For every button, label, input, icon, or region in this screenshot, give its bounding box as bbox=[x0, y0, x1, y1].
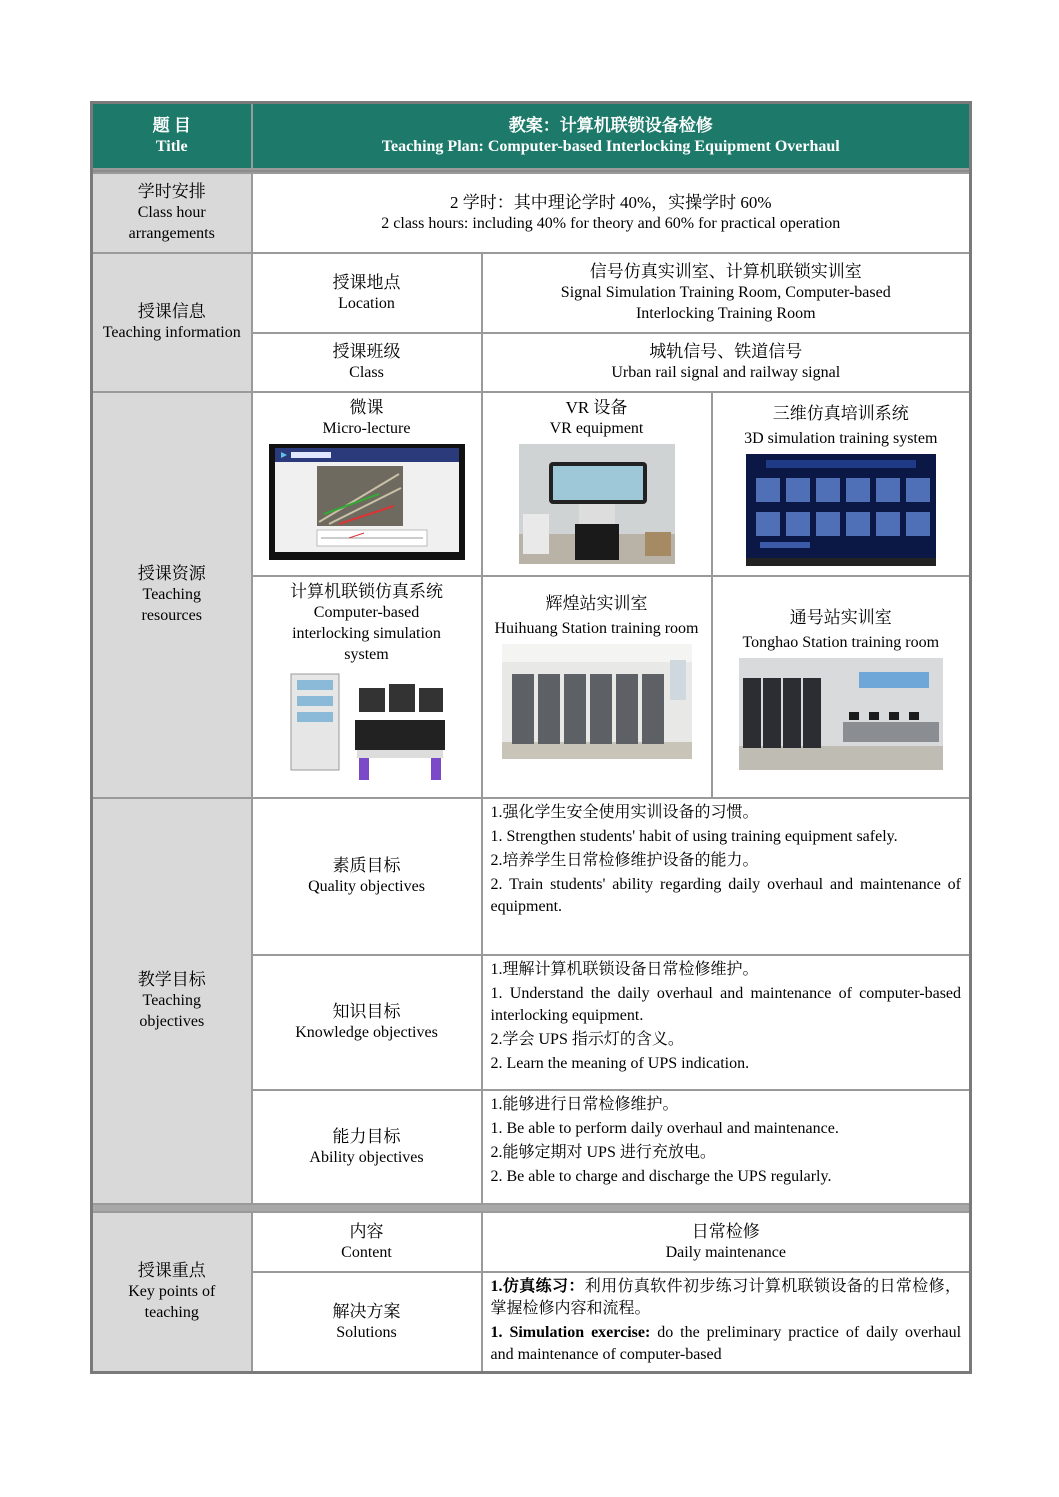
knowledge-line-2: 1. Understand the daily overhaul and maintenance of computer-based interlocking equipment. bbox=[490, 984, 962, 1024]
quality-line-3: 2.培养学生日常检修维护设备的能力。 bbox=[490, 851, 759, 869]
solutions-label-zh: 解决方案 bbox=[332, 1301, 401, 1321]
ability-line-4: 2. Be able to charge and discharge the UPS regularly. bbox=[490, 1167, 832, 1185]
resource-3d-simulation bbox=[712, 392, 971, 576]
ability-line-2: 1. Be able to perform daily overhaul and maintenance. bbox=[490, 1119, 839, 1137]
key-points-label-cell bbox=[92, 1212, 252, 1373]
tonghao-room-photo-icon bbox=[739, 658, 943, 770]
class-label-cell bbox=[252, 333, 482, 392]
quality-line-1: 1.强化学生安全使用实训设备的习惯。 bbox=[490, 803, 759, 821]
class-value-cell bbox=[482, 333, 971, 392]
content-label-en: Content bbox=[341, 1243, 392, 1261]
key-content-row bbox=[92, 1212, 971, 1272]
class-hours-label-zh: 学时安排 bbox=[137, 182, 206, 201]
knowledge-line-3: 2.学会 UPS 指示灯的含义。 bbox=[490, 1030, 684, 1048]
huihuang-room-photo-icon bbox=[502, 644, 692, 759]
ability-label-zh: 能力目标 bbox=[332, 1126, 401, 1146]
resource-label-en: Huihuang Station training room bbox=[494, 619, 699, 637]
location-label-zh: 授课地点 bbox=[332, 272, 401, 292]
knowledge-label-en: Knowledge objectives bbox=[295, 1024, 438, 1041]
solution-zh-heading: 1.仿真练习： bbox=[490, 1277, 585, 1295]
content-label-zh: 内容 bbox=[349, 1221, 384, 1241]
class-value-zh: 城轨信号、铁道信号 bbox=[649, 342, 803, 361]
location-row bbox=[92, 253, 971, 333]
ability-line-3: 2.能够定期对 UPS 进行充放电。 bbox=[490, 1143, 716, 1161]
resource-label-zh: 微课 bbox=[349, 397, 384, 417]
class-hours-label-en: Class hour arrangements bbox=[128, 204, 215, 242]
micro-lecture-screenshot-icon bbox=[269, 444, 465, 560]
title-label-en: Title bbox=[155, 137, 188, 155]
content-value-cell bbox=[482, 1212, 971, 1272]
solutions-label-cell bbox=[252, 1272, 482, 1373]
resource-label-en: Tonghao Station training room bbox=[742, 633, 940, 651]
content-label-cell bbox=[252, 1212, 482, 1272]
solutions-label-en: Solutions bbox=[336, 1323, 397, 1341]
resources-label-cell bbox=[92, 392, 252, 798]
resource-vr-equipment bbox=[482, 392, 712, 576]
knowledge-label-zh: 知识目标 bbox=[332, 1002, 401, 1021]
resource-interlocking-simulator bbox=[252, 576, 482, 798]
ability-label-en: Ability objectives bbox=[309, 1148, 424, 1166]
solution-en-heading: 1. Simulation exercise: bbox=[490, 1323, 651, 1341]
quality-label-zh: 素质目标 bbox=[332, 856, 401, 875]
plan-title-zh: 教案：计算机联锁设备检修 bbox=[508, 115, 713, 135]
resources-label-en: Teaching resources bbox=[141, 586, 202, 624]
resource-label-en: 3D simulation training system bbox=[744, 429, 938, 447]
solution-zh-text: 利用仿真软件初步练习计算机联锁设备的日常检修，掌握检修内容和流程。 bbox=[490, 1277, 961, 1317]
title-row bbox=[92, 103, 971, 169]
content-value-zh: 日常检修 bbox=[691, 1221, 760, 1241]
quality-line-4: 2. Train students' ability regarding daily overhaul and maintenance of equipment. bbox=[490, 875, 962, 915]
objectives-label-cell bbox=[92, 798, 252, 1204]
resource-tonghao-room bbox=[712, 576, 971, 798]
teaching-info-label-en: Teaching information bbox=[102, 324, 241, 341]
resource-label-zh: 通号站实训室 bbox=[789, 607, 892, 627]
class-label-en: Class bbox=[349, 364, 384, 381]
teaching-info-label-cell bbox=[92, 253, 252, 392]
solution-en bbox=[491, 1322, 962, 1366]
quality-label-cell bbox=[252, 798, 482, 955]
resource-label-en: Computer-based interlocking simulation system bbox=[292, 603, 441, 663]
title-label-cell bbox=[92, 103, 252, 169]
class-hours-row bbox=[92, 173, 971, 253]
objectives-label-zh: 教学目标 bbox=[137, 970, 206, 989]
class-label-zh: 授课班级 bbox=[332, 342, 401, 361]
plan-title-en: Teaching Plan: Computer-based Interlocking Equipment Overhaul bbox=[381, 137, 840, 155]
class-value-en: Urban rail signal and railway signal bbox=[611, 364, 841, 381]
resource-label-en: Micro-lecture bbox=[322, 419, 411, 437]
class-hours-value-zh: 2 学时：其中理论学时 40%，实操学时 60% bbox=[449, 192, 772, 212]
class-hours-value-en: 2 class hours: including 40% for theory and 60% for practical operation bbox=[381, 214, 841, 232]
location-value-zh: 信号仿真实训室、计算机联锁实训室 bbox=[589, 262, 862, 281]
vr-equipment-photo-icon bbox=[519, 444, 675, 564]
3d-simulation-screenshot-icon bbox=[746, 454, 936, 566]
interlocking-simulator-photo-icon bbox=[285, 670, 449, 782]
location-label-cell bbox=[252, 253, 482, 333]
quality-line-2: 1. Strengthen students' habit of using training equipment safely. bbox=[490, 827, 898, 845]
solution-en-text: do the preliminary practice of daily overhaul and maintenance of computer-based bbox=[490, 1323, 962, 1363]
quality-label-en: Quality objectives bbox=[308, 878, 425, 895]
objectives-label-en: Teaching objectives bbox=[139, 992, 205, 1030]
class-hours-label-cell bbox=[92, 173, 252, 253]
resource-huihuang-room bbox=[482, 576, 712, 798]
content-value-en: Daily maintenance bbox=[665, 1243, 786, 1261]
lesson-plan-table bbox=[90, 101, 972, 1374]
class-hours-value-cell bbox=[252, 173, 971, 253]
resource-label-en: VR equipment bbox=[549, 419, 644, 437]
solution-zh bbox=[491, 1276, 962, 1320]
location-value-cell bbox=[482, 253, 971, 333]
resources-row-1 bbox=[92, 392, 971, 576]
quality-content-cell bbox=[482, 798, 971, 955]
knowledge-line-4: 2. Learn the meaning of UPS indication. bbox=[490, 1054, 750, 1072]
resource-label-zh: 三维仿真培训系统 bbox=[772, 403, 909, 423]
resource-label-zh: 辉煌站实训室 bbox=[545, 593, 648, 613]
ability-line-1: 1.能够进行日常检修维护。 bbox=[490, 1095, 679, 1113]
knowledge-line-1: 1.理解计算机联锁设备日常检修维护。 bbox=[490, 960, 759, 978]
key-points-label-zh: 授课重点 bbox=[137, 1261, 206, 1280]
solutions-content-cell bbox=[482, 1272, 971, 1373]
resource-label-zh: 计算机联锁仿真系统 bbox=[290, 581, 443, 601]
knowledge-label-cell bbox=[252, 955, 482, 1090]
knowledge-content-cell bbox=[482, 955, 971, 1090]
key-points-label-en: Key points of teaching bbox=[128, 1283, 216, 1321]
ability-label-cell bbox=[252, 1090, 482, 1204]
resource-label-zh: VR 设备 bbox=[565, 397, 628, 417]
resource-micro-lecture bbox=[252, 392, 482, 576]
location-value-en: Signal Simulation Training Room, Computer-based Interlocking Training Room bbox=[560, 284, 891, 322]
resources-label-zh: 授课资源 bbox=[137, 564, 206, 583]
quality-objectives-row bbox=[92, 798, 971, 955]
ability-content-cell bbox=[482, 1090, 971, 1204]
title-value-cell bbox=[252, 103, 971, 169]
title-label-zh: 题 目 bbox=[152, 115, 191, 135]
location-label-en: Location bbox=[338, 294, 395, 312]
teaching-info-label-zh: 授课信息 bbox=[137, 302, 206, 321]
